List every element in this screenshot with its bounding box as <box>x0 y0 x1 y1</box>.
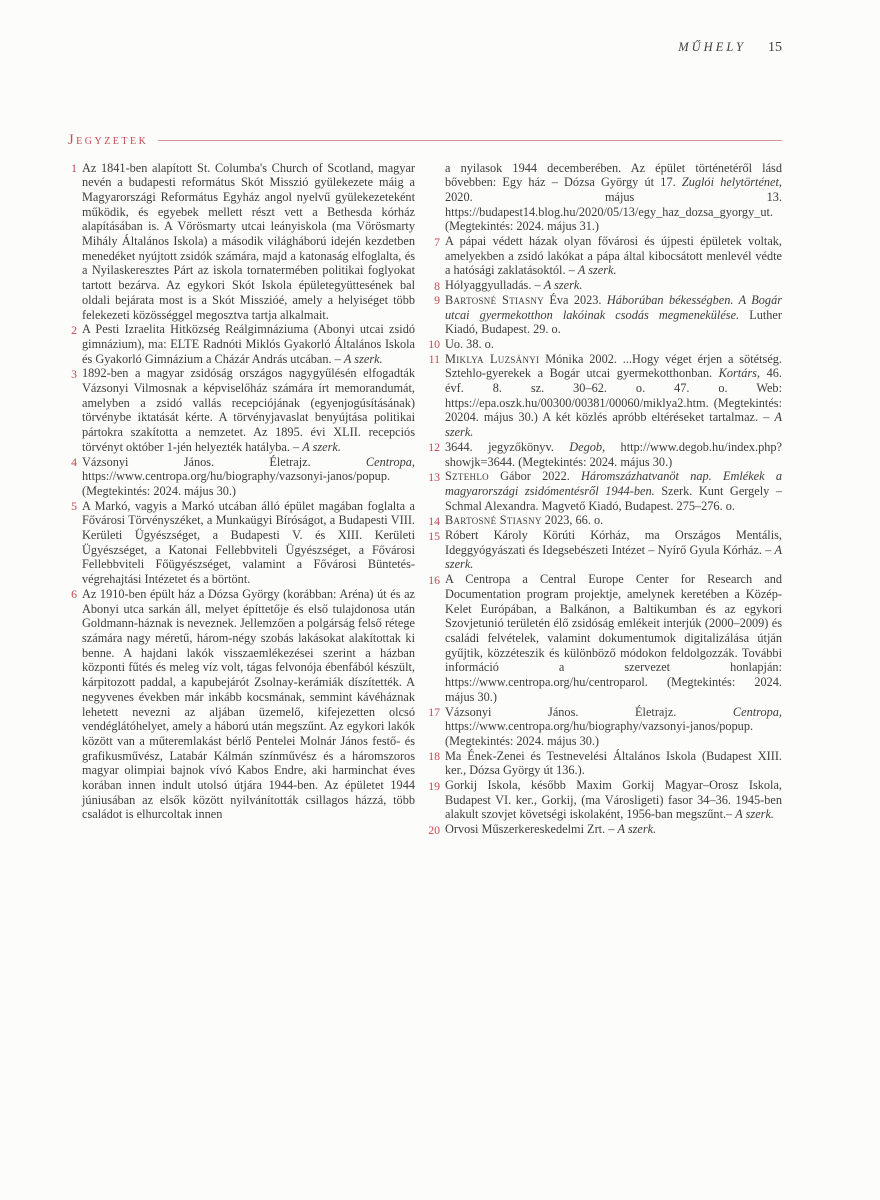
footnote-10 <box>428 336 782 352</box>
footnote-text: Hólyaggyulladás. – A szerk. <box>445 278 583 293</box>
footnote-8 <box>434 278 782 293</box>
footnote-17 <box>428 704 782 749</box>
notes-section <box>68 133 782 837</box>
footnote-1 <box>71 160 415 323</box>
footnote-text: Róbert Károly Körúti Kórház, ma Országos Mentális, Ideggyógyászati és Idegsebészeti Intézet – Nyírő Gyula Kórház. – A szerk. <box>445 528 782 572</box>
footnote-13 <box>428 469 782 513</box>
notes-heading-row <box>68 133 782 148</box>
footnote-19 <box>428 778 782 822</box>
notes-heading: Jegyzetek <box>68 132 149 148</box>
footnote-11 <box>428 351 782 440</box>
footnote-text: a nyilasok 1944 decemberében. Az épület történetéről lásd bővebben: Egy ház – Dózsa György út 17. Zuglói helytörténet, 2020. május 13. https://budapest14.blog.hu/2020/05/13/egy_haz_dozsa_gyorgy_ut. (Megtekintés: 2024. május 31.) <box>445 160 782 234</box>
heading-rule <box>158 140 782 141</box>
footnote-number: 4 <box>71 455 77 470</box>
footnote-2 <box>71 322 415 366</box>
footnote-20 <box>428 822 782 837</box>
page-number: 15 <box>768 40 782 55</box>
footnote-text: A Markó, vagyis a Markó utcában álló épület magában foglalta a Fővárosi Törvényszéket, a Munkaügyi Bíróságot, a Budapesti VIII. Kerületi Ügyészséget, a Budapesti V. és XIII. Kerületi Ügyészséget, a Katonai Fellebbviteli Ügyészséget, a Fővárosi Fellebbviteli Főügyészséget, valamint a Fővárosi Büntetés-végrehajtási Intézetet és a börtönt. <box>82 498 415 587</box>
footnote-16 <box>428 572 782 704</box>
footnote-number: 8 <box>434 278 440 293</box>
footnote-number: 5 <box>71 499 77 514</box>
footnote-15 <box>428 528 782 572</box>
footnote-number: 11 <box>428 352 440 367</box>
footnote-text: Az 1910-ben épült ház a Dózsa György (korábban: Aréna) út és az Abonyi utca sarkán áll, melyet építtetője és első tulajdonosa után Goldmann-háznak is neveznek. Jellemzően a polgárság felső rétege számára nagy méretű, három-négy szobás lakásokat alakítottak ki benne. A hajdani lakók visszaemlékezései szerint a házban központi fűtés és meleg víz volt, tágas felvonója ébenfából készült, kárpitozott paddal, a kapubejárót Zsolnay-kerámiák díszítették. A negyvenes években már inkább kocsmának, semmint kávéháznak lehetett nevezni az aljában üzemelő, kifejezetten olcsó vendéglátóhelyet, amely a háború után megszűnt. Az egykori lakók között van a műteremlakást bérlő Pentelei Molnár János festő- és grafikusművész, Latabár Kálmán színművész és a háromszoros magyar olimpiai bajnok vívó Kabos Endre, aki harminchat éves korában innen indult utolsó útjára 1944-ben. Az épületet 1944 júniusában az elsők között nyilvánították csillagos házzá, több családot is elhurcoltak innen <box>82 586 415 822</box>
footnote-number: 1 <box>71 161 77 175</box>
footnote-number: 20 <box>428 822 440 837</box>
footnote-text: Az 1841-ben alapított St. Columba's Church of Scotland, magyar nevén a budapesti református Skót Misszió gyülekezete máig a Magyarországi Református Egyház angol nyelvű gyülekezeteként működik, és egyebek mellett részt vett a Bethesda kórház alapításában is. A Vörösmarty utcai leányiskola (ma Vörösmarty Mihály Általános Iskola) a második világháború idején kezdetben menedéket nyújtott zsidók számára, majd a katonaság elfoglalta, és a Nyilaskeresztes Párt az iskola tornatermében politikai foglyokat tartott bezárva. Az egykori Skót Iskola épületegyüttesének bal oldali bejárata most is a Skót Misszióé, amely a helyiséget több felekezeti közösséggel megosztva tartja alkalmait. <box>82 160 415 322</box>
footnote-number: 7 <box>434 234 440 249</box>
footnote-text: Sztehlo Gábor 2022. Háromszázhatvanöt nap. Emlékek a magyarországi zsidómentésről 1944-ben. Szerk. Kunt Gergely – Schmal Alexandra. Magvető Kiadó, Budapest. 275–276. o. <box>445 469 782 513</box>
footnote-5 <box>71 498 415 587</box>
footnote-text: A Centropa a Central Europe Center for Research and Documentation program projektje, amelynek keretében a Közép-Kelet Európában, a Balkánon, a Baltikumban és az egykori Szovjetunió területén élő zsidóság emlékeit interjúk (2000–2009) és családi felvételek, valamint dokumentumok digitalizálása útján gyűjtik, közzéteszik és különböző módokon feldolgozzák. További információ a szervezet honlapján: https://www.centropa.org/hu/centroparol. (Megtekintés: 2024. május 30.) <box>445 572 782 704</box>
footnote-number: 12 <box>428 440 440 455</box>
footnote-number: 6 <box>71 587 77 602</box>
notes-columns <box>68 161 782 837</box>
footnote-text: Bartosné Stiasny 2023, 66. o. <box>445 513 604 528</box>
footnote-number: 13 <box>428 469 440 484</box>
footnote-number: 14 <box>428 513 440 528</box>
footnote-text: 3644. jegyzőkönyv. Degob, http://www.degob.hu/index.php?showjk=3644. (Megtekintés: 2024. május 30.) <box>445 439 782 469</box>
footnote-7 <box>434 234 782 278</box>
footnote-number: 17 <box>428 705 440 720</box>
footnote-6 <box>71 586 415 822</box>
footnote-number: 18 <box>428 749 440 764</box>
notes-column-left <box>71 160 415 837</box>
footnote-18 <box>428 748 782 778</box>
footnote-text: Gorkij Iskola, később Maxim Gorkij Magyar–Orosz Iskola, Budapest VI. ker., Gorkij, (ma Városligeti) fasor 34–36. 1945-ben alakult szovjet követségi iskolaként, 1956-ban megszűnt.– A szerk. <box>445 778 782 822</box>
footnote-text: Orvosi Műszerkereskedelmi Zrt. – A szerk. <box>445 822 657 837</box>
footnote-text: A Pesti Izraelita Hitközség Reálgimnáziuma (Abonyi utcai zsidó gimnázium), ma: ELTE Radnóti Miklós Gyakorló Általános Iskola és Gyakorló Gimnázium a Cházár András utcában. – A szerk. <box>82 322 415 366</box>
footnote-number: 10 <box>428 337 440 352</box>
footnote-4 <box>71 454 415 499</box>
footnote-text: Vázsonyi János. Életrajz. Centropa, https://www.centropa.org/hu/biography/vazsonyi-janos/popup. (Megtekintés: 2024. május 30.) <box>445 704 782 748</box>
footnote-text: A pápai védett házak olyan fővárosi és újpesti épületek voltak, amelyekben a zsidó lakókat a pápa által kibocsátott menlevél védte a hatósági zaklatásoktól. – A szerk. <box>445 234 782 278</box>
footnote-number: 19 <box>428 778 440 793</box>
footnote-number: 15 <box>428 528 440 543</box>
footnote-text: 1892-ben a magyar zsidóság országos nagygyűlésén elfogadták Vázsonyi Vilmosnak a képviselőház számára írt memorandumát, amelyben a zsidó vallás recepciójának (egyenjogúsításának) törvénybe iktatását kérte. A törvényjavaslat benyújtása politikai pártokra szakította a nemzetet. Az 1895. évi XLII. recepciós törvényt október 1-jén helyezték hatályba. – A szerk. <box>82 366 415 454</box>
running-head <box>678 40 782 56</box>
footnote-text: Uo. 38. o. <box>445 336 494 351</box>
running-head-section-title: MŰHELY <box>678 40 746 54</box>
footnote-text: Bartosné Stiasny Éva 2023. Háborúban békességben. A Bogár utcai gyermekotthon lakóinak csodás megmenekülése. Luther Kiadó, Budapest. 29. o. <box>445 292 782 337</box>
footnote-number: 16 <box>428 572 440 587</box>
notes-column-right <box>428 160 782 837</box>
footnote-number: 2 <box>71 322 77 337</box>
footnote-text: Vázsonyi János. Életrajz. Centropa, https://www.centropa.org/hu/biography/vazsonyi-janos/popup. (Megtekintés: 2024. május 30.) <box>82 454 415 498</box>
footnote-14 <box>428 513 782 528</box>
footnote-12 <box>428 439 782 469</box>
footnote-9 <box>434 292 782 337</box>
footnote-number: 3 <box>71 366 77 381</box>
footnote-3 <box>71 366 415 454</box>
footnote-text: Miklya Luzsányi Mónika 2002. ...Hogy véget érjen a sötétség. Sztehlo-gyerekek a Bogár utcai gyermekotthonban. Kortárs, 46. évf. 8. sz. 30–62. o. 47. o. Web: https://epa.oszk.hu/00300/00381/00060/miklya2.htm. (Megtekintés: 20204. május 30.) A két közlés apróbb eltéréseket tartalmaz. – A szerk. <box>445 351 782 440</box>
footnote-text: Ma Ének-Zenei és Testnevelési Általános Iskola (Budapest XIII. ker., Dózsa György út 136.). <box>445 748 782 778</box>
footnote-continuation <box>445 161 782 235</box>
footnote-number: 9 <box>434 293 440 308</box>
